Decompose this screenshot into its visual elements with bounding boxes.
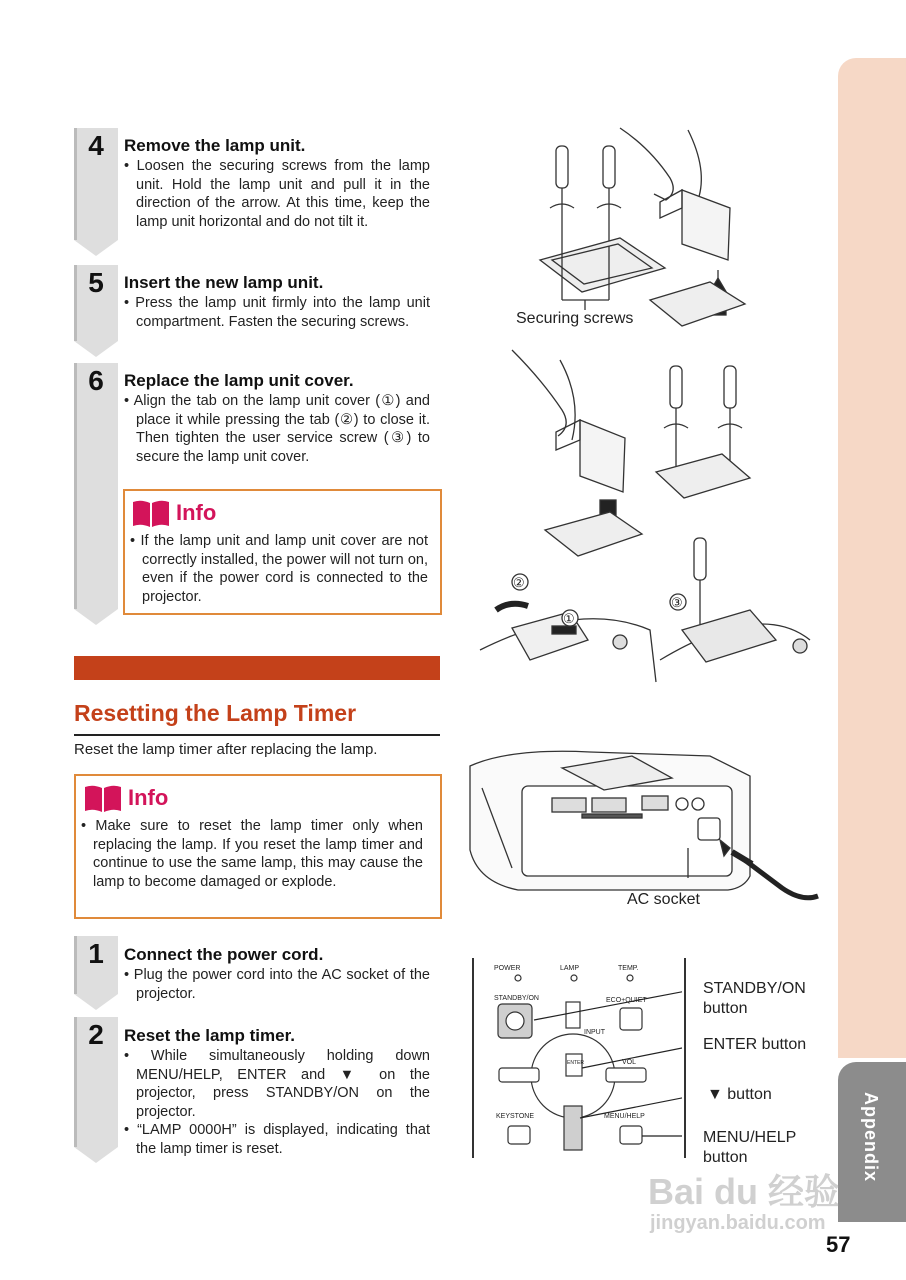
info-2-text [81,817,423,891]
step-1-title: Connect the power cord. [124,945,324,964]
baidu-watermark: Bai du 经验 [648,1171,841,1212]
step-2-bullet-1: • While simultaneously holding down MENU/HELP, ENTER and ▼ on the projector, press STANDBY/ON on the projector. [124,1048,430,1120]
step-6-number: 6 [88,365,104,396]
securing-screws-label: Securing screws [516,310,634,327]
vol-label: VOL [622,1059,637,1066]
temp-label: TEMP. [618,965,639,972]
step-5-number: 5 [88,267,104,298]
step-4-title: Remove the lamp unit. [124,136,306,155]
step-4-bullet: • Loosen the securing screws from the lamp unit. Hold the lamp unit and pull it in the direction of the arrow. At this time, keep the lamp unit horizontal and do not tilt it. [124,158,430,230]
callout-1: ① [563,611,575,626]
info-1-heading: Info [176,500,217,525]
enter-panel-label: ENTER [567,1060,584,1066]
watermark-url: jingyan.baidu.com [650,1212,826,1234]
section-rule [74,734,440,736]
step-4-number: 4 [88,130,104,161]
step-1-bullet: • Plug the power cord into the AC socket of the projector. [124,967,430,1002]
step-2-number: 2 [88,1019,104,1050]
step-5-bullet: • Press the lamp unit firmly into the lamp unit compartment. Fasten the securing screws. [124,295,430,330]
menu-button-label: button [703,1149,748,1166]
section-title: Resetting the Lamp Timer [74,700,357,726]
step-2-bullet-2: • “LAMP 0000H” is displayed, indicating that the lamp timer is reset. [124,1122,430,1157]
step-5-text [124,294,430,331]
page-number: 57 [826,1232,851,1257]
lamp-replacement-illustration [460,120,830,710]
step-4-text [124,157,430,231]
section-color-bar [74,656,440,680]
menu-panel-label: MENU/HELP [604,1113,645,1120]
standby-on-label: STANDBY/ON [703,980,806,997]
step-6-bullet: • Align the tab on the lamp unit cover (①) and place it while pressing the tab (②) to close it. Then tighten the user service screw (③) to secure the lamp unit cover. [124,393,430,465]
step-6-bar [74,363,118,628]
step-6-title: Replace the lamp unit cover. [124,371,354,390]
appendix-tab[interactable] [838,1062,906,1222]
callout-3: ③ [671,595,683,610]
step-2-title: Reset the lamp timer. [124,1026,296,1045]
appendix-tab-label: Appendix [861,1092,881,1183]
side-tab-background [838,58,906,1058]
standby-button-label: button [703,1000,748,1017]
power-label: POWER [494,965,521,972]
step-6-text [124,392,430,466]
eco-label: ECO+QUIET [606,997,647,1004]
down-button-label: ▼ button [707,1086,772,1103]
lamp-label: LAMP [560,965,580,972]
book-icon [131,499,171,529]
control-panel [474,958,682,1158]
book-icon [83,784,123,814]
menu-help-label: MENU/HELP [703,1129,797,1146]
info-2-bullet: • Make sure to reset the lamp timer only when replacing the lamp. If you reset the lamp timer and continue to use the same lamp, this may cause the lamp to become damaged or explode. [81,818,423,890]
input-label: INPUT [584,1029,605,1036]
step-5-title: Insert the new lamp unit. [124,273,324,292]
ac-socket-label: AC socket [627,891,700,908]
enter-button-label: ENTER button [703,1036,807,1053]
info-1-bullet: • If the lamp unit and lamp unit cover are not correctly installed, the power will not turn on, even if the power cord is connected to the projector. [130,533,428,605]
keystone-label: KEYSTONE [496,1113,534,1120]
step-1-number: 1 [88,938,104,969]
section-intro: Reset the lamp timer after replacing the lamp. [74,741,378,758]
standby-panel-label: STANDBY/ON [494,995,539,1002]
step-1-text [124,966,430,1003]
info-1-text [130,532,428,606]
callout-2: ② [513,575,525,590]
step-2-text [124,1047,430,1158]
info-2-heading: Info [128,785,169,810]
